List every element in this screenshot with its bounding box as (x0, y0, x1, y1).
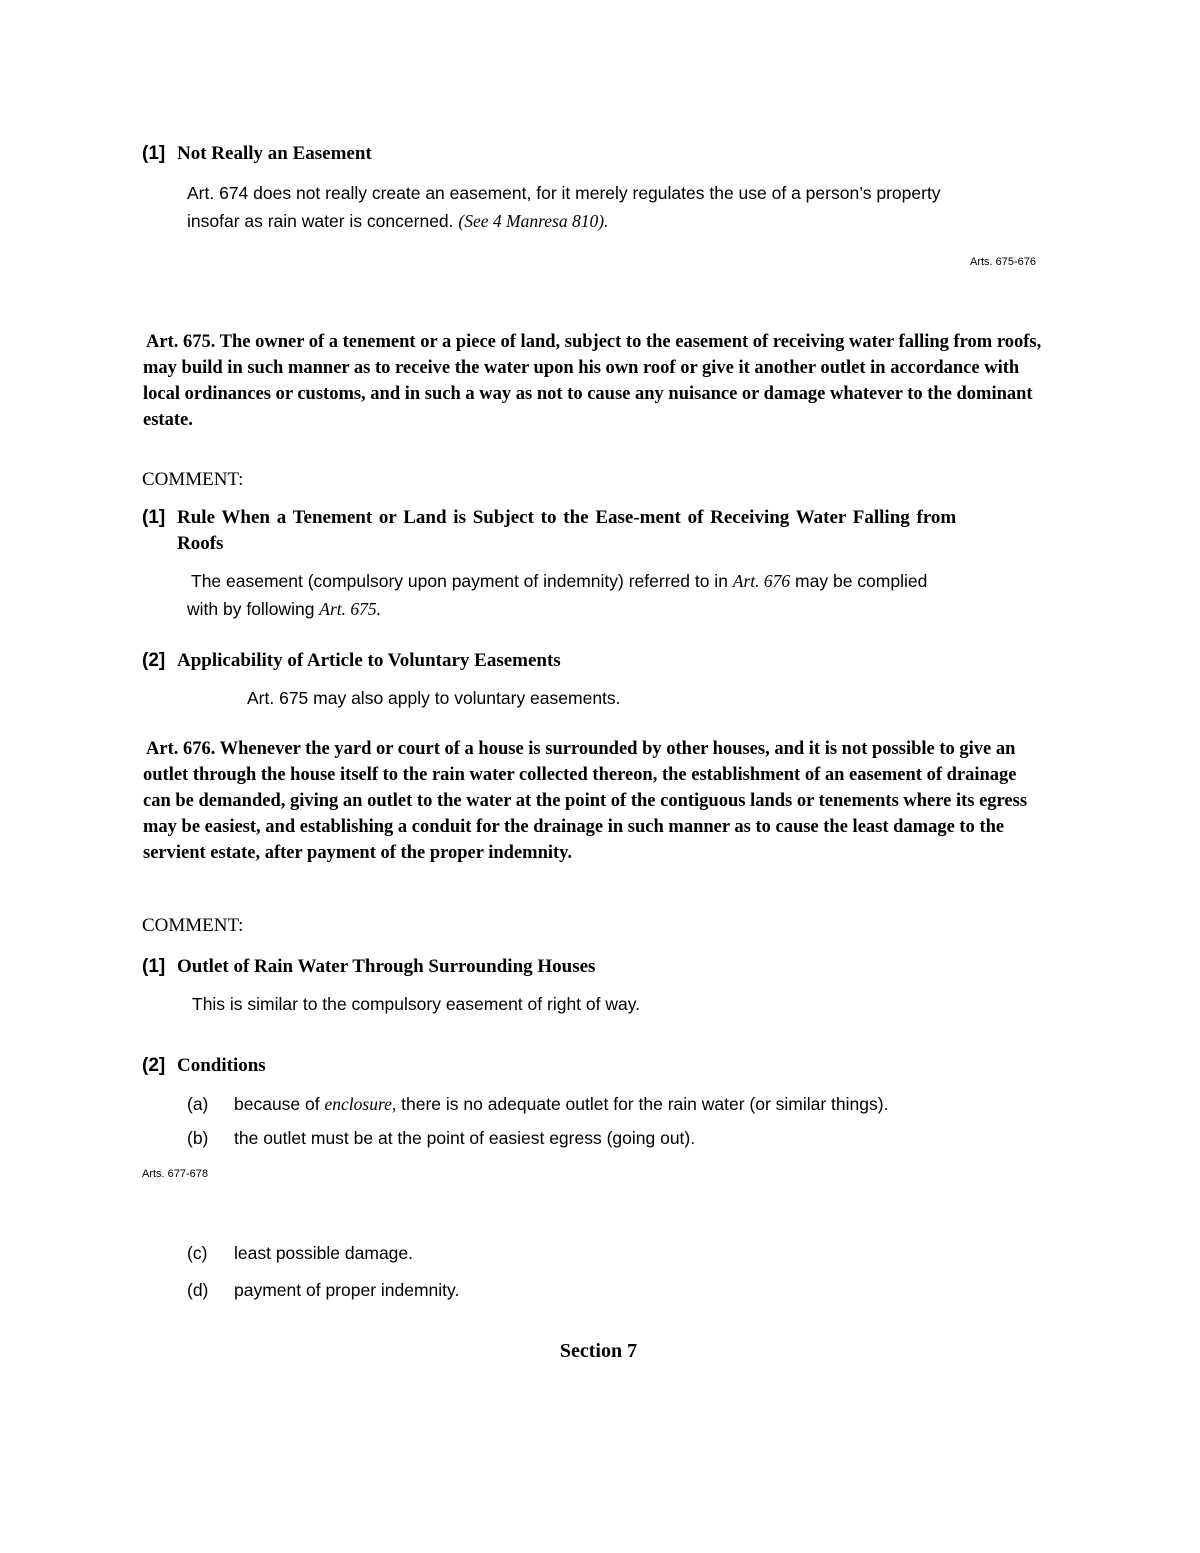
section-heading: Outlet of Rain Water Through Surrounding Houses (177, 956, 596, 977)
paragraph-text: insofar as rain water is concerned. (187, 211, 459, 231)
section-title: Section 7 (559, 1340, 638, 1362)
section-number: (2] (142, 650, 166, 671)
list-text: least possible damage. (234, 1243, 413, 1263)
list-label: (d) (187, 1280, 209, 1300)
list-text: the outlet must be at the point of easiest egress (going out). (234, 1128, 696, 1148)
running-header: Arts. 677-678 (142, 1168, 209, 1180)
section-number: (1] (142, 143, 166, 164)
list-text: there is no adequate outlet for the rain water (or similar things). (396, 1094, 889, 1114)
section-number: (1] (142, 507, 166, 528)
section-heading: Conditions (177, 1055, 266, 1076)
list-text: payment of proper indemnity. (234, 1280, 460, 1300)
paragraph-text: may be complied (790, 571, 928, 591)
paragraph-line (187, 183, 941, 204)
list-label: (b) (187, 1128, 209, 1148)
section-heading: Rule When a Tenement or Land is Subject to the Ease-ment of Receiving Water Falling from (177, 507, 957, 528)
paragraph-line (191, 571, 927, 592)
paragraph-line (187, 211, 608, 232)
comment-label: COMMENT: (142, 915, 244, 936)
paragraph-text: The easement (compulsory upon payment of indemnity) referred to in (191, 571, 733, 591)
article-675-paragraph: Art. 675. The owner of a tenement or a piece of land, subject to the easement of receiving water falling from roofs, may build in such manner as to receive the water upon his own roof or give it another outlet in accordance with local ordinances or customs, and in such a way as not to cause any nuisance or damage whatever to the dominant estate. (143, 332, 1042, 430)
paragraph-text: with by following (187, 599, 320, 619)
comment-label: COMMENT: (142, 469, 244, 490)
list-item (234, 1094, 888, 1115)
section-heading-cont: Roofs (177, 533, 224, 554)
citation: Art. 676 (732, 571, 791, 591)
list-label: (c) (187, 1243, 208, 1263)
paragraph-text: This is similar to the compulsory easement of right of way. (192, 994, 641, 1014)
list-text: because of (234, 1094, 325, 1114)
section-number: (1] (142, 956, 166, 977)
section-number: (2] (142, 1055, 166, 1076)
paragraph-text: Art. 674 does not really create an easement, for it merely regulates the use of a person’s property (187, 183, 941, 203)
citation: Art. 675. (319, 599, 382, 619)
paragraph-line (187, 599, 381, 620)
section-heading: Applicability of Article to Voluntary Easements (177, 650, 561, 671)
emphasis: enclosure, (324, 1094, 397, 1114)
citation: (See 4 Manresa 810). (458, 211, 609, 231)
section-heading: Not Really an Easement (177, 143, 372, 164)
running-header: Arts. 675-676 (970, 256, 1037, 268)
paragraph-text: Art. 675 may also apply to voluntary easements. (247, 688, 621, 708)
list-label: (a) (187, 1094, 209, 1114)
article-676-paragraph: Art. 676. Whenever the yard or court of a house is surrounded by other houses, and it is not possible to give an outlet through the house itself to the rain water collected thereon, the establishment of an easement of drainage can be demanded, giving an outlet to the water at the point of the contiguous lands or tenements where its egress may be easiest, and establishing a conduit for the drainage in such manner as to cause the least damage to the servient estate, after payment of the proper indemnity. (143, 739, 1028, 863)
